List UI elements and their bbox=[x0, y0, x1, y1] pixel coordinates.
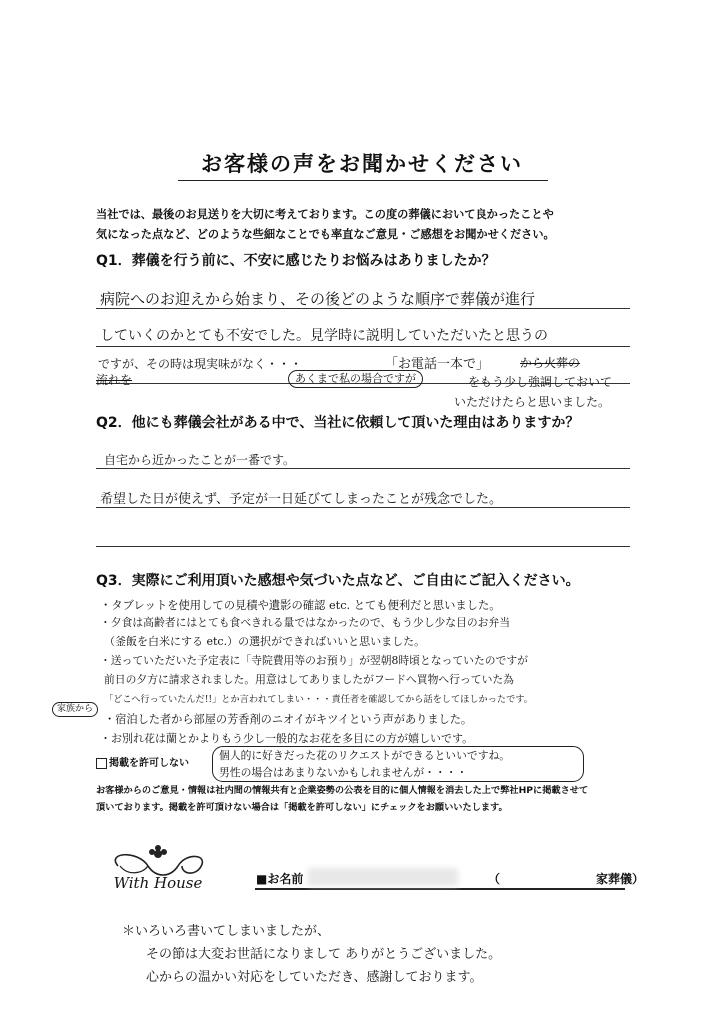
q1-answer-line: 病院へのお迎えから始まり、その後どのような順序で葬儀が進行 bbox=[100, 290, 536, 308]
footer-line: ＊いろいろ書いてしまいましたが、 bbox=[122, 924, 331, 939]
answer-line bbox=[96, 346, 630, 347]
redacted-name bbox=[308, 868, 458, 886]
q3-answer-line: ・宿泊した者から部屋の芳香剤のニオイがキツイという声がありました。 bbox=[104, 713, 473, 726]
q1-answer-struck: 流れを bbox=[96, 373, 133, 387]
footer-line: その節は大変お世話になりまして ありがとうございました。 bbox=[146, 947, 502, 962]
answer-line bbox=[96, 546, 630, 547]
q3-answer-line: ・お別れ花は蘭とかよりもう少し一般的なお花を多目にの方が嬉しいです。 bbox=[100, 732, 474, 745]
q2-answer-line: 自宅から近かったことが一番です。 bbox=[104, 453, 296, 467]
question-2: Q2．他にも葬儀会社がある中で、当社に依頼して頂いた理由はありますか？ bbox=[96, 415, 580, 431]
footer-line: 心からの温かい対応をしていただき、感謝しております。 bbox=[146, 970, 483, 985]
q3-answer-line: ・送っていただいた予定表に「寺院費用等のお預り」が翌朝8時頃となっていたのですが bbox=[100, 654, 528, 667]
consent-checkbox[interactable] bbox=[96, 758, 107, 769]
q1-answer-line: していくのかとても不安でした。見学時に説明していただいたと思うの bbox=[100, 328, 548, 344]
q1-answer-line: ですが、その時は現実味がなく・・・ bbox=[98, 357, 303, 371]
consent-checkbox-label: 掲載を許可しない bbox=[109, 758, 189, 769]
notice-line: お客様からのご意見・情報は社内間の情報共有と企業姿勢の公表を目的に個人情報を消去した上で弊社HPに掲載させて bbox=[96, 785, 589, 796]
intro-line: 当社では、最後のお見送りを大切に考えております。この度の葬儀において良かったことや bbox=[96, 208, 554, 221]
intro-line: 気になった点など、どのような些細なことでも率直なご意見・ご感想をお聞かせください。 bbox=[96, 228, 555, 241]
name-label: ■お名前 bbox=[256, 872, 304, 886]
q3-answer-line: ・夕食は高齢者にはとても食べきれる量ではなかったので、もう少し少な目のお弁当 bbox=[100, 616, 511, 629]
q3-answer-line: ・タブレットを使用しての見積や遺影の確認 etc. とても便利だと思いました。 bbox=[100, 599, 501, 612]
q1-answer-line: いただけたらと思いました。 bbox=[454, 395, 611, 409]
q1-answer-bubble: あくまで私の場合ですが bbox=[288, 370, 423, 388]
q3-answer-line: （釜飯を白米にする etc.）の選択ができればいいと思いました。 bbox=[104, 635, 426, 648]
page-title: お客様の声をお聞かせください bbox=[201, 152, 523, 176]
q3-answer-line: 前日の夕方に請求されました。用意はしてありましたがフードへ買物へ行っていた為 bbox=[104, 673, 514, 686]
bubble-line: 個人的に好きだった花のリクエストができるといいですね。 bbox=[219, 749, 511, 762]
consent-bubble-note bbox=[212, 746, 584, 782]
consent-notice bbox=[96, 782, 656, 816]
answer-line bbox=[96, 507, 630, 508]
q1-answer-struck: から火葬の bbox=[520, 356, 581, 370]
title-underline bbox=[178, 180, 548, 181]
answer-line bbox=[96, 468, 630, 469]
logo-text: With House bbox=[113, 874, 203, 892]
q3-answer-line: 「どこへ行っていたんだ!!」とか言われてしまい・・・責任者を確認してから話をしてほしかったです。 bbox=[104, 694, 533, 705]
question-3: Q3．実際にご利用頂いた感想や気づいた点など、ご自由にご記入ください。 bbox=[96, 573, 580, 589]
family-suffix: （ 家葬儀） bbox=[488, 872, 645, 886]
consent-checkbox-row[interactable] bbox=[96, 755, 189, 772]
intro-text bbox=[96, 205, 656, 245]
q1-answer-line: をもう少し強調しておいて bbox=[468, 375, 613, 389]
q2-answer-line: 希望した日が使えず、予定が一日延びてしまったことが残念でした。 bbox=[100, 492, 502, 507]
question-1: Q1．葬儀を行う前に、不安に感じたりお悩みはありましたか？ bbox=[96, 253, 496, 269]
bubble-line: 男性の場合はあまりないかもしれませんが・・・・ bbox=[219, 766, 468, 779]
notice-line: 頂いております。掲載を許可頂けない場合は「掲載を許可しない」にチェックをお願いいたします。 bbox=[96, 802, 508, 813]
with-house-logo bbox=[98, 840, 218, 900]
q3-side-note: 家族から bbox=[52, 702, 98, 717]
q1-answer-quote: 「お電話一本で」 bbox=[385, 357, 490, 372]
